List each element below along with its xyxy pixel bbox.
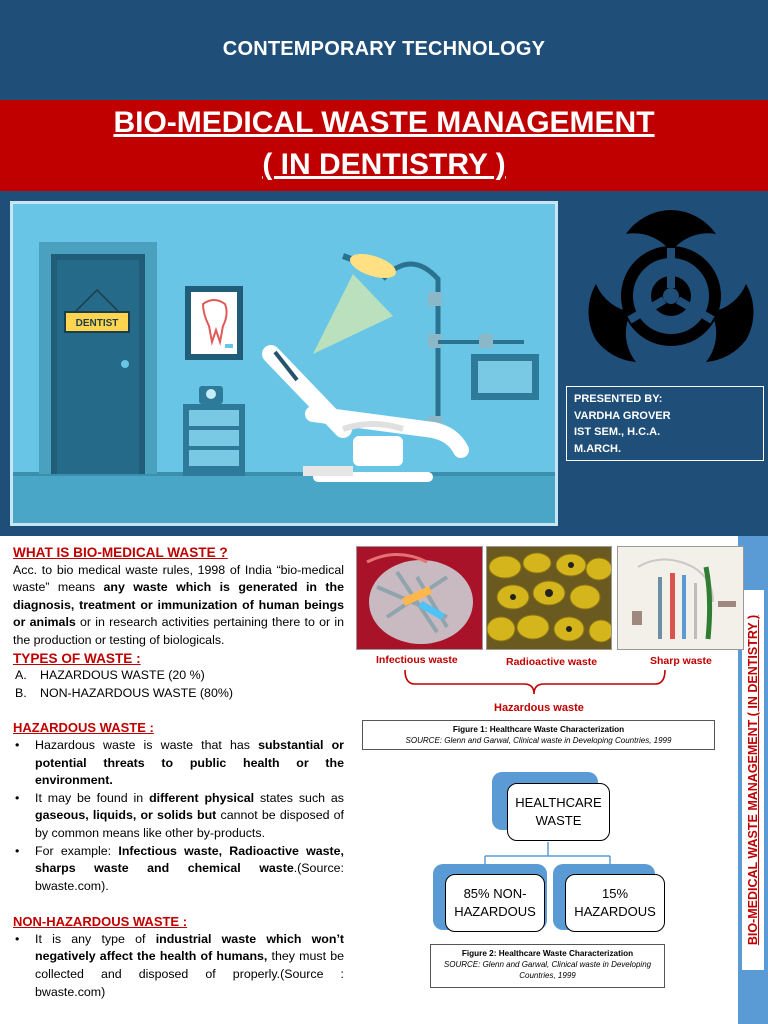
hazardous-waste-label: Hazardous waste [494,702,584,714]
course-title: CONTEMPORARY TECHNOLOGY [222,38,546,60]
poster-subtitle: ( IN DENTISTRY ) [262,148,506,181]
types-letter-b: B. [15,685,27,700]
radioactive-waste-photo [486,546,612,650]
infectious-waste-caption: Infectious waste [376,654,458,666]
flow-right-node: 15% HAZARDOUS [565,874,665,932]
types-text-b: NON-HAZARDOUS WASTE (80%) [40,685,233,700]
what-is-bold: any waste which is generated in the diagnosis, treatment or immunization of human beings or animals [13,580,344,630]
non-hazardous-bullet-1 [13,931,344,1001]
biohazard-icon [576,200,766,378]
figure1-source: SOURCE: Glenn and Garwal, Clinical waste in Developing Countries, 1999 [405,736,672,745]
types-item-b [13,685,344,703]
haz-b2-text: It may be found in [35,790,150,805]
hazardous-bullet-1 [13,737,344,790]
presenter-box [566,386,764,461]
presenter-semester: IST SEM., H.C.A. [574,426,661,438]
text-column [13,544,344,1001]
types-letter-a: A. [15,668,27,683]
types-heading: TYPES OF WASTE : [13,650,141,666]
nonhaz-b1-bold: industrial waste which won’t negatively affect the health of humans, [35,931,345,964]
figure2-caption [430,944,665,988]
dental-clinic-drawing [13,204,555,523]
flow-root-node: HEALTHCARE WASTE [507,783,610,841]
types-text-a: HAZARDOUS WASTE (20 %) [40,668,205,683]
dental-clinic-illustration [10,201,558,526]
haz-b2-bold-2: gaseous, liquids, or solids but [35,808,217,823]
presented-by-label: PRESENTED BY: [574,393,663,405]
haz-b3-post: .(Source: bwaste.com). [35,861,344,893]
sharp-waste-photo [617,546,744,650]
poster-title: BIO-MEDICAL WASTE MANAGEMENT [113,106,655,139]
sharp-waste-caption: Sharp waste [650,655,712,667]
hazardous-heading: HAZARDOUS WASTE : [13,720,154,736]
presenter-program: M.ARCH. [574,442,622,455]
haz-b2-mid: states such as [254,790,344,805]
haz-b3-bold: Infectious waste, Radioactive waste, sharps waste and chemical waste [35,843,345,876]
figure2-title: Figure 2: Healthcare Waste Characterization [461,949,634,958]
hazardous-bullet-2 [13,790,344,843]
what-is-text-1: Acc. to bio medical waste rules, 1998 of India “bio-medical waste” means [13,562,344,595]
sidebar-title: BIO-MEDICAL WASTE MANAGEMENT ( IN DENTISTRY ) [746,614,760,946]
infectious-waste-photo [356,546,483,650]
what-is-heading: WHAT IS BIO-MEDICAL WASTE ? [13,545,228,560]
nonhaz-b1-post: they must be collected and disposed of properly.(Source : bwaste.com) [35,949,344,999]
types-item-a [13,667,344,685]
haz-b1-text: Hazardous waste is waste that has [35,737,259,752]
haz-b1-bold: substantial or potential threats to public health or the environment. [35,737,344,788]
figure1-caption [362,720,715,750]
haz-b3-text: For example: [35,843,119,858]
nonhaz-b1-text: It is any type of [35,931,156,946]
what-is-text-2: or in research activities pertaining there to or in the production or testing of biologicals. [13,615,344,647]
haz-b2-post: cannot be disposed of by common means like other by-products. [35,808,344,840]
hazardous-bullet-3 [13,843,344,896]
figure1-title: Figure 1: Healthcare Waste Characterization [452,725,625,734]
radioactive-waste-caption: Radioactive waste [506,656,598,668]
what-is-paragraph [13,562,344,650]
door-sign: DENTIST [75,318,119,329]
hazardous-brace [400,668,670,696]
presenter-name: VARDHA GROVER [574,409,671,422]
haz-b2-bold-1: different physical [149,790,255,805]
non-hazardous-heading: NON-HAZARDOUS WASTE : [13,914,188,930]
flow-left-node: 85% NON-HAZARDOUS [445,874,545,932]
figure2-source: SOURCE: Glenn and Garwal, Clinical waste in Developing Countries, 1999 [443,960,652,980]
